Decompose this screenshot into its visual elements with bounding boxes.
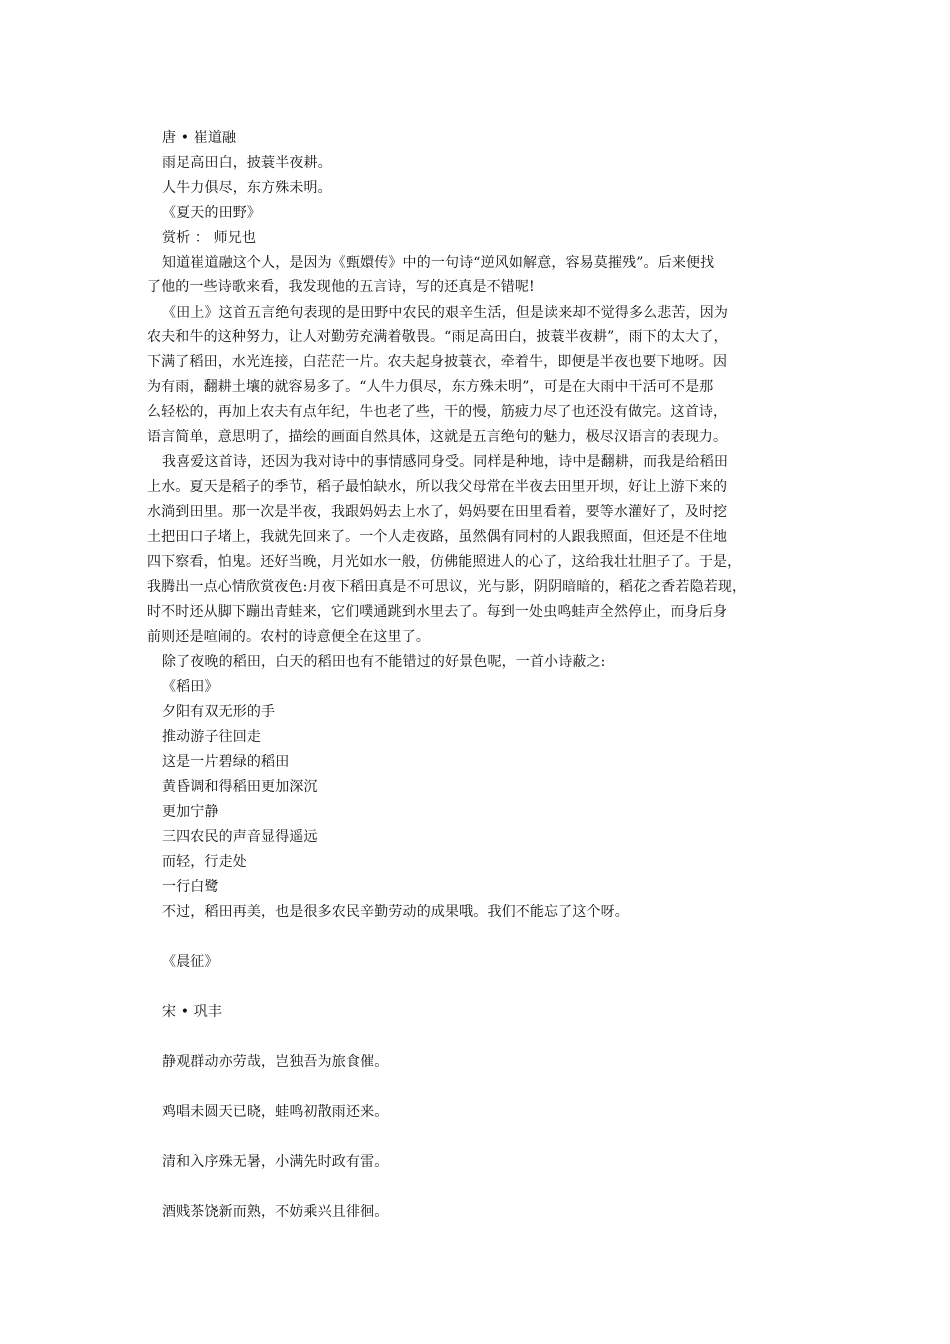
paragraph-3-line: 土把田口子堵上，我就先回来了。一个人走夜路，虽然偶有同村的人跟我照面，但还是不住地 bbox=[147, 529, 728, 545]
poem2-line: 鸡唱未圆天已晓，蛙鸣初散雨还来。 bbox=[162, 1104, 389, 1120]
poem2-line: 酒贱茶饶新而熟，不妨乘兴且徘徊。 bbox=[162, 1204, 389, 1220]
small-poem-line: 夕阳有双无形的手 bbox=[162, 704, 276, 720]
small-poem-title: 《稻田》 bbox=[162, 679, 219, 695]
paragraph-3-line: 上水。夏天是稻子的季节，稻子最怕缺水，所以我父母常在半夜去田里开坝，好让上游下来的 bbox=[147, 479, 728, 495]
small-poem-line: 黄昏调和得稻田更加深沉 bbox=[162, 779, 318, 795]
paragraph-3-line: 四下察看，怕鬼。还好当晚，月光如水一般，仿佛能照进人的心了，这给我壮壮胆子了。于是， bbox=[147, 554, 742, 570]
paragraph-3-line: 我腾出一点心情欣赏夜色:月夜下稻田真是不可思议，光与影，阴阴暗暗的，稻花之香若隐若现， bbox=[147, 579, 747, 595]
poem2-line: 清和入序殊无暑，小满先时政有雷。 bbox=[162, 1154, 389, 1170]
closing-sentence: 不过，稻田再美，也是很多农民辛勤劳动的成果哦。我们不能忘了这个呀。 bbox=[162, 904, 629, 920]
paragraph-4: 除了夜晚的稻田，白天的稻田也有不能错过的好景色呢，一首小诗蔽之: bbox=[162, 654, 606, 670]
appreciation-credit: 赏析 ： 师兄也 bbox=[162, 230, 257, 246]
paragraph-2-line: 为有雨，翻耕土壤的就容易多了。“人牛力俱尽，东方殊未明”，可是在大雨中干活可不是那 bbox=[147, 379, 714, 395]
paragraph-1-line: 了他的一些诗歌来看，我发现他的五言诗，写的还真是不错呢! bbox=[147, 279, 535, 295]
paragraph-2-line: 农夫和牛的这种努力，让人对勤劳充满着敬畏。“雨足高田白，披蓑半夜耕”，雨下的太大了， bbox=[147, 329, 728, 345]
poem2-title: 《晨征》 bbox=[162, 954, 219, 970]
poem1-author: 唐 • 崔道融 bbox=[162, 130, 237, 146]
paragraph-3-line: 时不时还从脚下蹦出青蛙来，它们噗通跳到水里去了。每到一处虫鸣蛙声全然停止，而身后身 bbox=[147, 604, 728, 620]
small-poem-line: 而轻，行走处 bbox=[162, 854, 247, 870]
poem1-line-1: 雨足高田白，披蓑半夜耕。 bbox=[162, 155, 332, 171]
poem2-author: 宋 • 巩丰 bbox=[162, 1004, 223, 1020]
small-poem-line: 这是一片碧绿的稻田 bbox=[162, 754, 290, 770]
poem2-line: 静观群动亦劳哉，岂独吾为旅食催。 bbox=[162, 1054, 389, 1070]
paragraph-2-line: 下满了稻田，水光连接，白茫茫一片。农夫起身披蓑衣，牵着牛，即便是半夜也要下地呀。因 bbox=[147, 354, 728, 370]
paragraph-3-line: 水淌到田里。那一次是半夜，我跟妈妈去上水了，妈妈要在田里看着，要等水灌好了，及时挖 bbox=[147, 504, 728, 520]
small-poem-line: 三四农民的声音显得遥远 bbox=[162, 829, 318, 845]
small-poem-line: 更加宁静 bbox=[162, 804, 219, 820]
paragraph-3-line: 我喜爱这首诗，还因为我对诗中的事情感同身受。同样是种地，诗中是翻耕，而我是给稻田 bbox=[162, 454, 728, 470]
small-poem-line: 一行白鹭 bbox=[162, 879, 219, 895]
small-poem-line: 推动游子往回走 bbox=[162, 729, 262, 745]
paragraph-2-line: 么轻松的，再加上农夫有点年纪，牛也老了些，干的慢，筋疲力尽了也还没有做完。这首诗， bbox=[147, 404, 728, 420]
poem1-line-2: 人牛力俱尽，东方殊未明。 bbox=[162, 180, 332, 196]
reference-title: 《夏天的田野》 bbox=[162, 205, 262, 221]
paragraph-2-line: 《田上》这首五言绝句表现的是田野中农民的艰辛生活，但是读来却不觉得多么悲苦，因为 bbox=[162, 305, 728, 321]
paragraph-3-line: 前则还是喧闹的。农村的诗意便全在这里了。 bbox=[147, 629, 430, 645]
paragraph-2-line: 语言简单，意思明了，描绘的画面自然具体，这就是五言绝句的魅力，极尽汉语言的表现力。 bbox=[147, 429, 728, 445]
paragraph-1-line: 知道崔道融这个人，是因为《甄嬛传》中的一句诗“逆风如解意，容易莫摧残”。后来便找 bbox=[162, 255, 715, 271]
